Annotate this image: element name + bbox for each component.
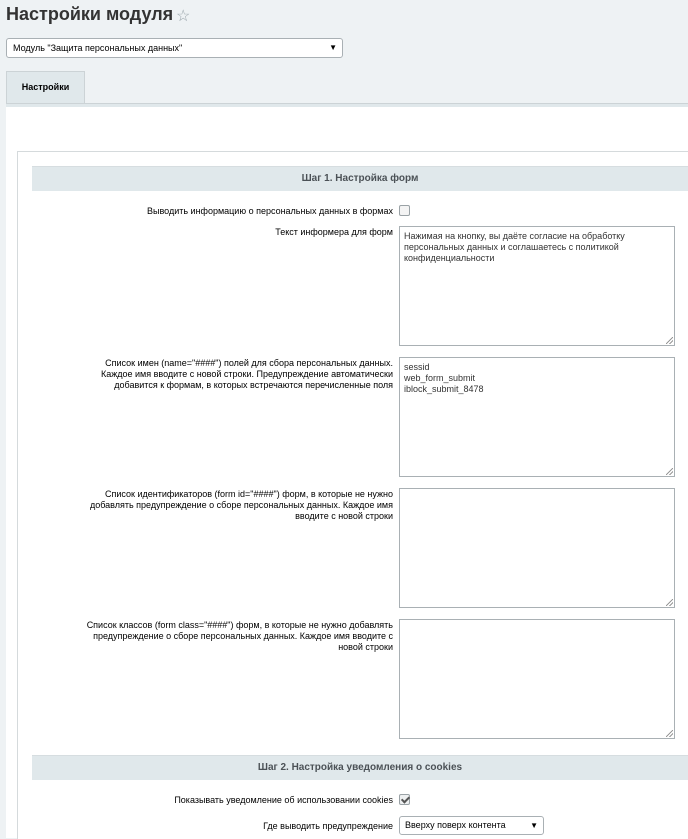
show-info-checkbox[interactable] [399, 205, 410, 216]
step2-heading: Шаг 2. Настройка уведомления о cookies [32, 755, 688, 780]
page-title: Настройки модуля [6, 4, 174, 24]
star-icon[interactable]: ☆ [176, 8, 191, 25]
chevron-down-icon: ▼ [329, 43, 337, 52]
form-classes-label: Список классов (form class="####") форм, в которые не нужно добавлять предупреждение о сборе персональных данных. Каждое имя вводите с новой строки [86, 620, 393, 652]
module-select-value: Модуль "Защита персональных данных" [13, 43, 183, 53]
show-cookie-label: Показывать уведомление об использовании cookies [174, 795, 393, 805]
form-classes-textarea[interactable] [399, 619, 675, 739]
where-select-value: Вверху поверх контента [405, 820, 506, 830]
form-ids-textarea[interactable] [399, 488, 675, 608]
tab-settings[interactable]: Настройки [6, 71, 85, 103]
show-info-label: Выводить информацию о персональных данных в формах [147, 206, 393, 216]
field-names-textarea[interactable]: sessid web_form_submit iblock_submit_8478 [399, 357, 675, 477]
show-cookie-checkbox[interactable] [399, 794, 410, 805]
informer-text-textarea[interactable]: Нажимая на кнопку, вы даёте согласие на обработку персональных данных и соглашаетесь с политикой конфиденциальности [399, 226, 675, 346]
informer-text-label: Текст информера для форм [275, 227, 393, 237]
field-names-label: Список имен (name="####") полей для сбора персональных данных. Каждое имя вводите с новой строки. Предупреждение автоматически добавится к формам, в которых встречаются перечисленные поля [101, 358, 393, 390]
where-select[interactable] [399, 816, 544, 835]
step1-heading: Шаг 1. Настройка форм [32, 166, 688, 191]
form-ids-label: Список идентификаторов (form id="####") форм, в которые не нужно добавлять предупреждение о сборе персональных данных. Каждое имя вводите с новой строки [89, 489, 393, 521]
chevron-down-icon: ▼ [530, 821, 538, 830]
where-label: Где выводить предупреждение [263, 821, 393, 831]
module-select[interactable] [6, 38, 343, 58]
